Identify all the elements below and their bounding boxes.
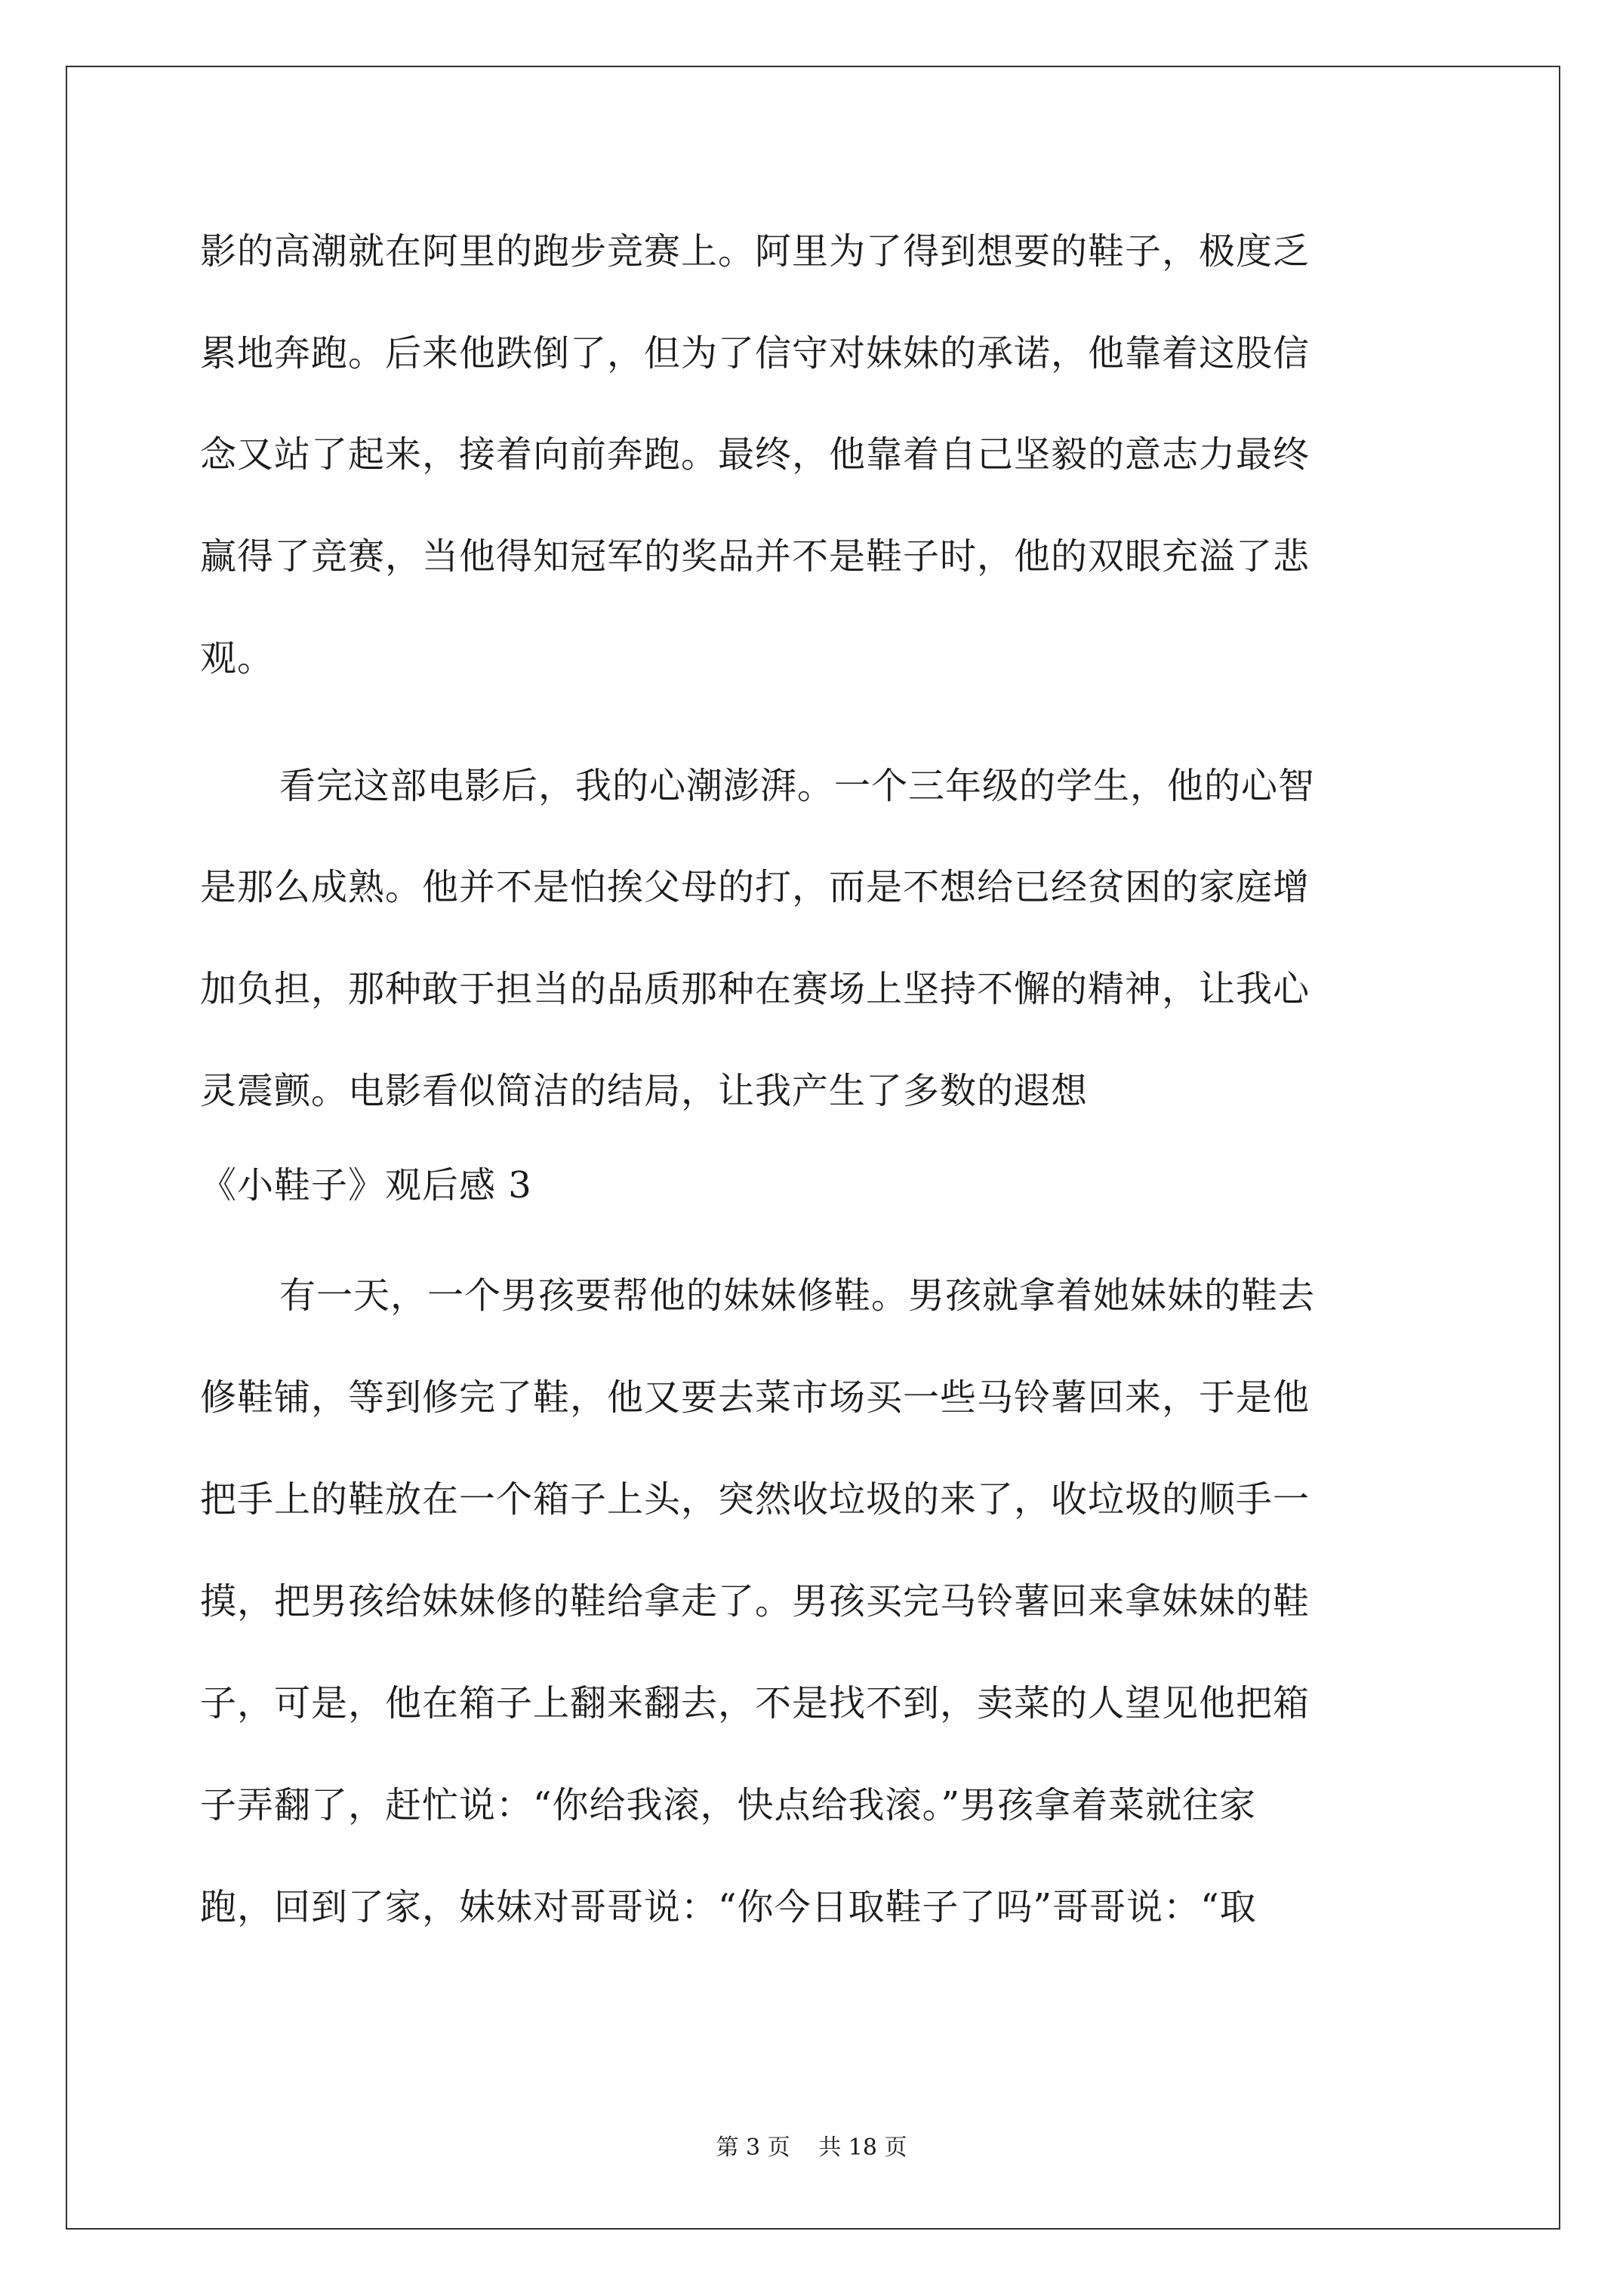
paragraph-line: 观。: [200, 637, 275, 680]
paragraph-line: 跑，回到了家，妹妹对哥哥说：“你今日取鞋子了吗”哥哥说：“取: [200, 1886, 1257, 1928]
paragraph-line: 是那么成熟。他并不是怕挨父母的打，而是不想给已经贫困的家庭增: [200, 866, 1310, 908]
paragraph-line: 摸，把男孩给妹妹修的鞋给拿走了。男孩买完马铃薯回来拿妹妹的鞋: [200, 1580, 1310, 1623]
paragraph-line: 修鞋铺，等到修完了鞋，他又要去菜市场买一些马铃薯回来，于是他: [200, 1376, 1310, 1419]
section-heading: 《小鞋子》观后感 3: [200, 1164, 532, 1207]
page-footer: [0, 2133, 1623, 2163]
paragraph-line: 子，可是，他在箱子上翻来翻去，不是找不到，卖菜的人望见他把箱: [200, 1682, 1310, 1724]
page-number: 第 3 页: [716, 2134, 790, 2161]
paragraph-line: 看完这部电影后，我的心潮澎湃。一个三年级的学生，他的心智: [279, 765, 1316, 807]
paragraph-line: 灵震颤。电影看似简洁的结局，让我产生了多数的遐想: [200, 1070, 1089, 1112]
paragraph-line: 有一天，一个男孩要帮他的妹妹修鞋。男孩就拿着她妹妹的鞋去: [279, 1274, 1316, 1317]
paragraph-line: 累地奔跑。后来他跌倒了，但为了信守对妹妹的承诺，他靠着这股信: [200, 332, 1310, 374]
paragraph-line: 念又站了起来，接着向前奔跑。最终，他靠着自己坚毅的意志力最终: [200, 433, 1310, 476]
paragraph-line: 影的高潮就在阿里的跑步竞赛上。阿里为了得到想要的鞋子，极度乏: [200, 230, 1310, 273]
paragraph-line: 赢得了竞赛，当他得知冠军的奖品并不是鞋子时，他的双眼充溢了悲: [200, 535, 1310, 578]
paragraph-line: 子弄翻了，赶忙说：“你给我滚，快点给我滚。”男孩拿着菜就往家: [200, 1784, 1257, 1826]
page-total: 共 18 页: [818, 2134, 907, 2161]
paragraph-line: 把手上的鞋放在一个箱子上头，突然收垃圾的来了，收垃圾的顺手一: [200, 1478, 1310, 1521]
paragraph-line: 加负担，那种敢于担当的品质那种在赛场上坚持不懈的精神，让我心: [200, 968, 1310, 1010]
